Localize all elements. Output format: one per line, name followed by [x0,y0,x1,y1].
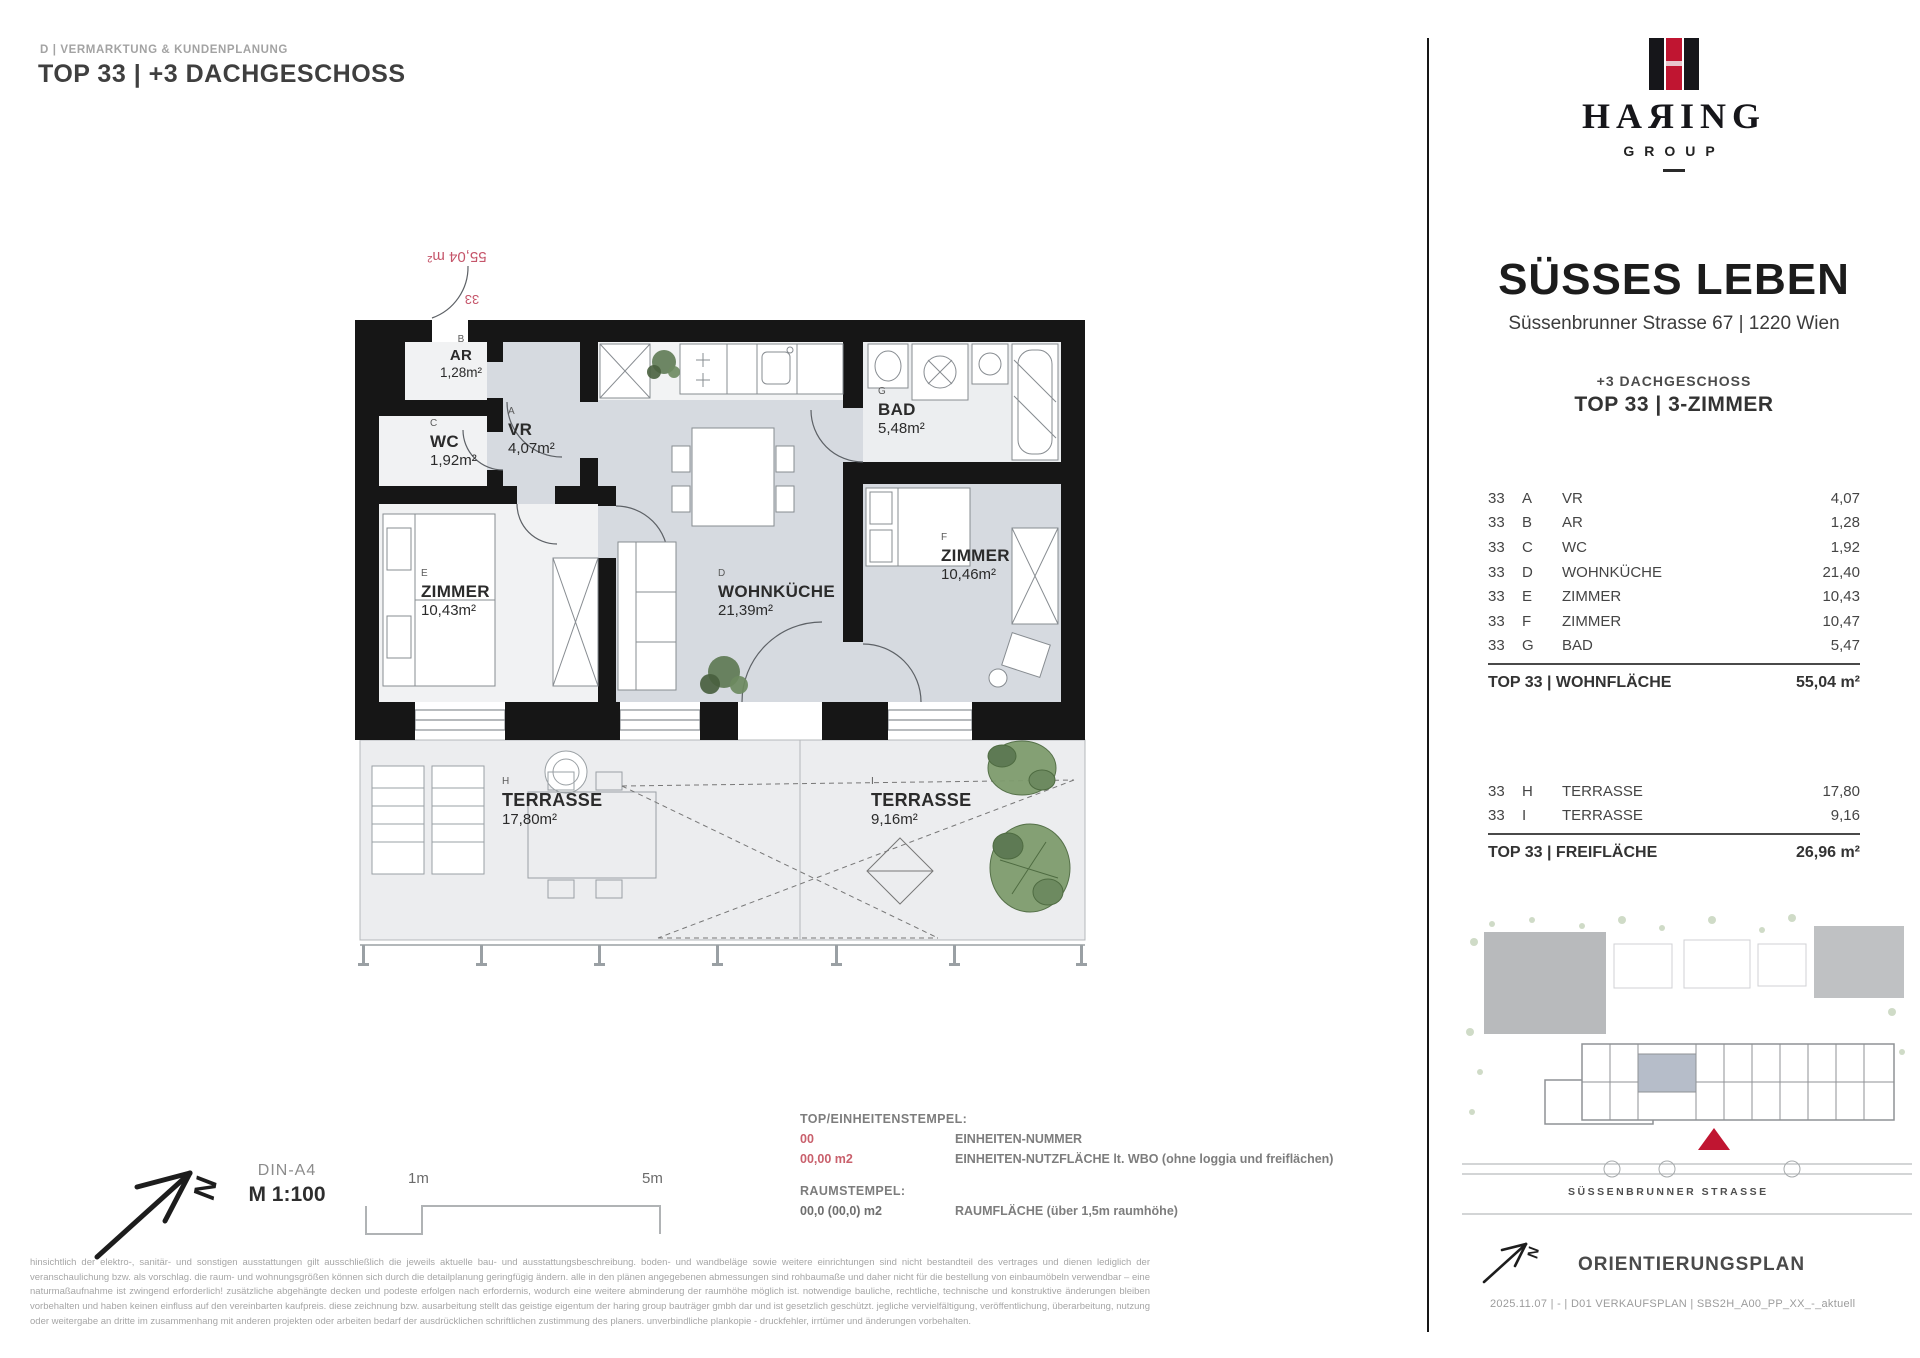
logo-dash [1663,169,1685,172]
row-top: 33 [1488,489,1505,507]
project-address: Süssenbrunner Strasse 67 | 1220 Wien [1508,313,1840,334]
unit-area-stamp: 55,04 m² [427,248,487,265]
haring-logo-icon [1649,38,1699,90]
row-top: 33 [1488,612,1505,630]
project-header [1440,255,1908,417]
row-top: 33 [1488,637,1505,655]
legend-row [800,1132,1360,1146]
room-name: BAD [878,399,916,419]
row-name: TERRASSE [1562,807,1643,825]
logo-wordmark: HAЯING [1581,96,1766,136]
row-name: WOHNKÜCHE [1562,563,1662,581]
table-row [1488,486,1860,511]
map-north-arrow-icon [1478,1230,1548,1288]
freiflaeche-total [1488,833,1860,862]
row-name: WC [1562,538,1587,556]
row-key: C [1522,538,1533,556]
room-area: 9,16m² [871,811,918,828]
table-row [1488,511,1860,536]
room-label-ar [421,334,501,382]
room-label-terrasse-h [502,776,602,830]
row-top: 33 [1488,538,1505,556]
sofa-icon [618,542,676,690]
row-value: 9,16 [1830,807,1860,825]
row-name: TERRASSE [1562,782,1643,800]
north-arrow-icon [85,1145,235,1270]
room-name: AR [449,346,473,364]
room-name: TERRASSE [871,789,972,810]
total-value: 55,04 m² [1795,674,1860,692]
legend-room-area-label: RAUMFLÄCHE (über 1,5m raumhöhe) [955,1204,1178,1218]
table-row [1488,634,1860,659]
row-value: 21,40 [1822,563,1860,581]
row-value: 1,92 [1830,538,1860,556]
project-unit: TOP 33 | 3-ZIMMER [1574,393,1774,416]
room-name: VR [508,419,533,439]
scale-format-block [232,1162,342,1207]
wohnflaeche-table [1488,486,1860,692]
svg-text:N: N [1523,1245,1542,1259]
table-row [1488,535,1860,560]
legend-room-area-sample: 00,0 (00,0) m2 [800,1204,882,1218]
room-key: E [421,568,428,579]
room-name: TERRASSE [502,789,603,810]
row-top: 33 [1488,807,1505,825]
legend-row [800,1204,1360,1218]
room-key: G [878,386,886,397]
scale-tick-1m: 1m [408,1170,429,1187]
table-row [1488,779,1860,804]
total-label: TOP 33 | WOHNFLÄCHE [1488,674,1672,692]
table-row [1488,584,1860,609]
project-title: SÜSSES LEBEN [1498,255,1850,304]
total-label: TOP 33 | FREIFLÄCHE [1488,844,1658,862]
kitchen-counter [600,344,843,398]
table-row [1488,804,1860,829]
row-name: VR [1562,489,1583,507]
row-value: 4,07 [1830,489,1860,507]
room-key: H [502,776,510,787]
legend-title-room: RAUMSTEMPEL: [800,1184,906,1198]
row-key: E [1522,588,1533,606]
windows [415,704,972,738]
room-key: C [430,418,438,429]
room-key: I [871,776,874,787]
row-top: 33 [1488,563,1505,581]
scale-tick-5m: 5m [642,1170,663,1187]
legend-unit-area-sample: 00,00 m2 [800,1152,853,1166]
row-value: 1,28 [1830,514,1860,532]
row-key: H [1522,782,1533,800]
row-key: F [1522,612,1532,630]
row-key: B [1522,514,1533,532]
haring-group-logo [1440,38,1908,172]
room-area: 1,28m² [439,365,483,381]
scale-bar [362,1194,668,1240]
room-name: WOHNKÜCHE [718,581,835,601]
row-key: A [1522,489,1533,507]
room-label-terrasse-i [871,776,971,830]
room-label-wc [430,418,477,471]
page-title: TOP 33 | +3 DACHGESCHOSS [38,60,406,88]
room-area: 10,46m² [941,565,997,583]
row-top: 33 [1488,782,1505,800]
room-key: B [457,334,465,345]
map-highlighted-unit [1638,1054,1696,1092]
row-name: BAD [1562,637,1593,655]
legend-unit-number-label: EINHEITEN-NUMMER [955,1132,1083,1146]
map-neighbor-buildings [1484,926,1904,1034]
legend-title-unit: TOP/EINHEITENSTEMPEL: [800,1112,968,1126]
freiflaeche-table [1488,779,1860,862]
row-value: 5,47 [1830,637,1860,655]
room-key: A [508,406,515,417]
room-key: D [718,568,726,579]
map-project-building [1545,1044,1894,1124]
svg-text:N: N [186,1173,223,1201]
room-name: WC [430,431,459,451]
row-key: I [1522,807,1527,825]
room-label-zimmer-f [941,532,1010,585]
room-label-bad [878,386,925,439]
room-area: 1,92m² [430,451,477,469]
wardrobe-f-icon [1012,528,1058,624]
legend-unit-area-label: EINHEITEN-NUTZFLÄCHE lt. WBO (ohne loggia und freiflächen) [955,1152,1334,1166]
room-label-wohnkueche [718,568,835,621]
room-area: 5,48m² [878,419,925,437]
row-key: G [1522,637,1534,655]
disclaimer-text: hinsichtlich der elektro-, sanitär- und sonstigen ausstattungen gilt ausschließlich die jeweils aktuelle bau- und ausstattungsbeschreibung. boden- und wandbeläge sowie weitere einrichtungen sind nicht bestandteil des vertrages und dienen lediglich der veranschaulichung bzw. als vorschlag. die raum- und wohnungsgrößen können sich durch die detailplanung geringfügig ändern. alle in den plänen angegebenen abmessungen sind rohbaumaße und daher nicht für die bestellung von einbaumöbeln verwendbar – eine naturmaßaufnahme ist zwingend erforderlich! zusätzliche abgehängte decken und podeste erfolgen nach erfordernis, wodurch eine weitere abminderung der raumhöhe möglich ist. notwendige bauliche, rechtliche, technische und konstruktive änderungen bleiben vorbehalten und haben keinen einfluss auf den vereinbarten kaufpreis. diese zeichnung bzw. ausarbeitung stellt das geistige eigentum der haring group bauträger gmbh dar und ist gesetzlich geschützt. jegliche vervielfältigung, veröffentlichung, überarbeitung, nutzung oder weitergabe an dritte im zusammenhang mit anderen projekten oder arbeiten bedarf der ausdrücklichen schriftlichen zustimmung des planers. unverbindliche plankopie - druckfehler, irrtümer und änderungen vorbehalten. [30,1257,1150,1327]
row-name: AR [1562,514,1583,532]
map-caption: ORIENTIERUNGSPLAN [1578,1254,1806,1275]
stamp-legend [800,1112,1360,1218]
row-top: 33 [1488,514,1505,532]
row-value: 17,80 [1822,782,1860,800]
legend-unit-number-sample: 00 [800,1132,814,1146]
room-area: 17,80m² [502,811,558,828]
room-name: ZIMMER [421,581,490,601]
room-key: F [941,532,948,543]
table-row [1488,560,1860,585]
room-label-vr [508,406,555,459]
panel-divider [1427,38,1429,1332]
legend-row [800,1152,1360,1166]
room-label-zimmer-e [421,568,490,621]
wardrobe-e-icon [553,558,598,686]
row-top: 33 [1488,588,1505,606]
room-area: 21,39m² [718,601,774,619]
project-floor: +3 DACHGESCHOSS [1596,373,1752,389]
row-key: D [1522,563,1533,581]
unit-number-stamp: 33 [464,292,480,307]
row-name: ZIMMER [1562,588,1622,606]
orientation-map [1462,912,1912,1232]
railing [358,945,1087,966]
plan-scale: M 1:100 [248,1183,326,1206]
row-value: 10,47 [1822,612,1860,630]
logo-subtitle: GROUP [1623,143,1725,159]
wohnflaeche-total [1488,663,1860,692]
room-area: 10,43m² [421,601,477,619]
document-footer: 2025.11.07 | - | D01 VERKAUFSPLAN | SBS2H_A00_PP_XX_-_aktuell [1490,1298,1856,1310]
row-value: 10,43 [1822,588,1860,606]
department-label: D | VERMARKTUNG & KUNDENPLANUNG [40,44,288,56]
table-row [1488,609,1860,634]
map-street-label: SÜSSENBRUNNER STRASSE [1568,1186,1769,1198]
room-name: ZIMMER [941,545,1010,565]
paper-format: DIN-A4 [257,1162,317,1179]
room-area: 4,07m² [508,439,555,457]
total-value: 26,96 m² [1795,844,1860,862]
row-name: ZIMMER [1562,612,1622,630]
map-location-marker [1698,1128,1730,1150]
